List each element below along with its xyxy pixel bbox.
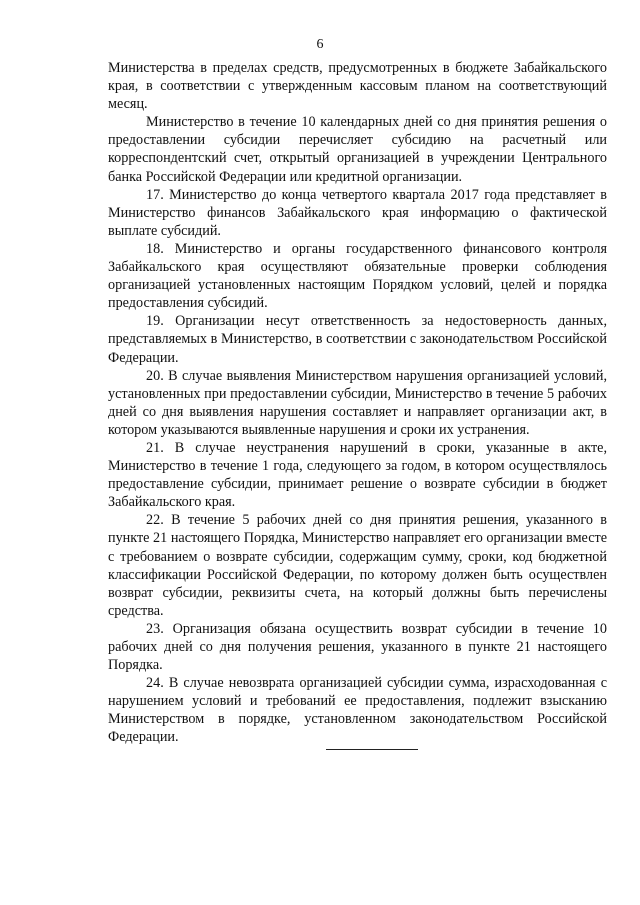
paragraph-item-17: 17. Министерство до конца четвертого квартала 2017 года представляет в Министерство финансов Забайкальского края информацию о фактической выплате субсидий. xyxy=(108,186,607,239)
paragraph-item-19: 19. Организации несут ответственность за недостоверность данных, представляемых в Министерство, в соответствии с законодательством Российской Федерации. xyxy=(108,313,607,366)
paragraph-item-23: 23. Организация обязана осуществить возврат субсидии в течение 10 рабочих дней со дня получения решения, указанного в пункте 21 настоящего Порядка. xyxy=(108,620,607,674)
document-body xyxy=(108,59,607,747)
paragraph-transfer: Министерство в течение 10 календарных дней со дня принятия решения о предоставлении субсидии перечисляет субсидию на расчетный или корреспондентский счет, открытый организацией в учреждении Центрального банка Российской Федерации или кредитной организации. xyxy=(108,114,607,185)
paragraph-continuation: Министерства в пределах средств, предусмотренных в бюджете Забайкальского края, в соответствии с утвержденным кассовым планом на соответствующий месяц. xyxy=(108,60,607,113)
paragraph-item-22: 22. В течение 5 рабочих дней со дня принятия решения, указанного в пункте 21 настоящего Порядка, Министерство направляет его организации вместе с требованием о возврате субсидии, содержащим сумму, сроки, код бюджетной классификации Российской Федерации, по которому должен быть осуществлен возврат субсидии, реквизиты счета, на который должны быть перечислены средства. xyxy=(108,512,607,619)
paragraph-item-21: 21. В случае неустранения нарушений в сроки, указанные в акте, Министерство в течение 1 года, следующего за годом, в котором осуществлялось предоставление субсидии, принимает решение о возврате субсидии в бюджет Забайкальского края. xyxy=(108,439,607,511)
paragraph-item-20: 20. В случае выявления Министерством нарушения организацией условий, установленных при предоставлении субсидии, Министерство в течение 5 рабочих дней со дня выявления нарушения составляет и направляет организации акт, в котором указываются выявленные нарушения и сроки их устранения. xyxy=(108,367,607,438)
page-number: 6 xyxy=(316,37,324,52)
paragraph-item-18: 18. Министерство и органы государственного финансового контроля Забайкальского края осуществляют обязательные проверки соблюдения организацией установленных настоящим Порядком условий, целей и порядка предоставления субсидий. xyxy=(108,240,607,312)
closing-divider xyxy=(326,749,418,750)
paragraph-item-24: 24. В случае невозврата организацией субсидии сумма, израсходованная с нарушением условий и требований ее предоставления, подлежит взысканию Министерством в порядке, установленном законодательством Российской Федерации. xyxy=(108,675,607,746)
